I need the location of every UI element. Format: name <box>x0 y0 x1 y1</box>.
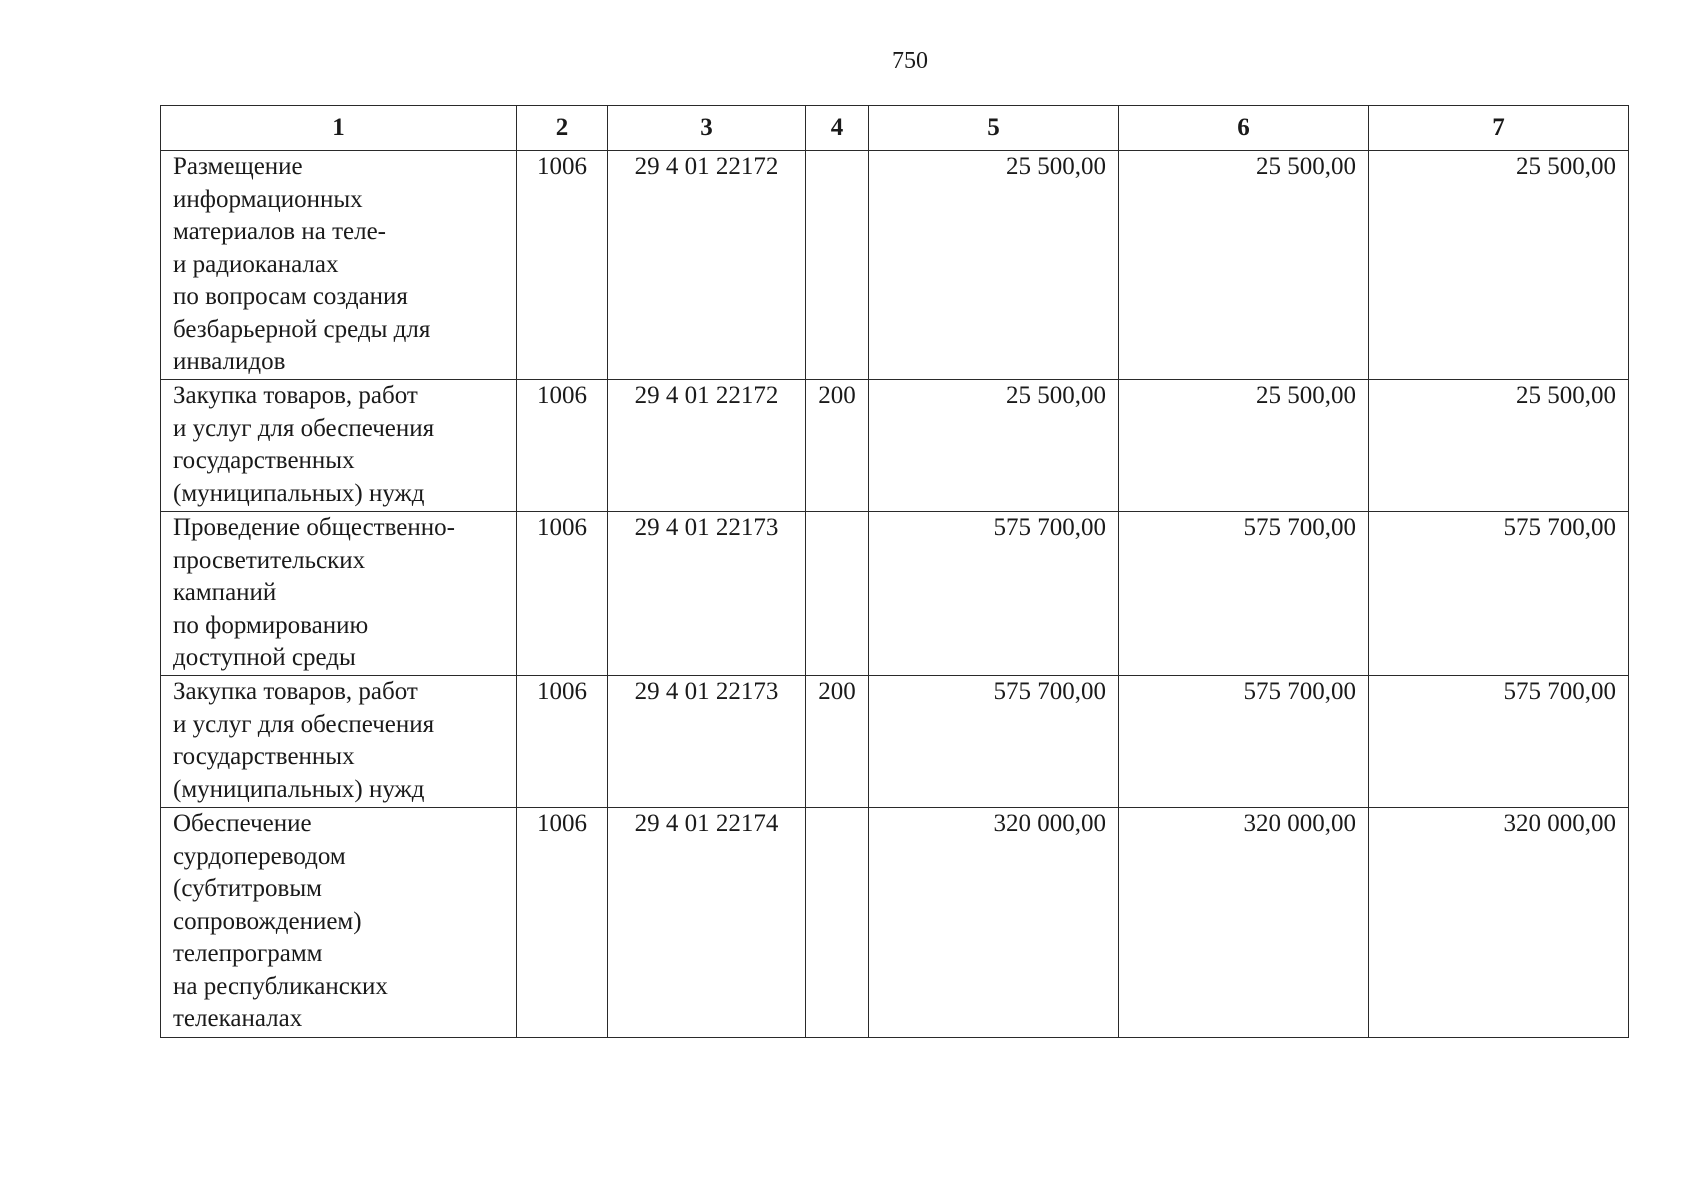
row-target-article: 29 4 01 22172 <box>608 380 806 512</box>
row-amount-col5: 575 700,00 <box>869 676 1119 808</box>
row-target-article: 29 4 01 22174 <box>608 808 806 1038</box>
header-col-4: 4 <box>806 106 869 151</box>
header-col-1: 1 <box>161 106 517 151</box>
row-amount-col7: 575 700,00 <box>1369 512 1629 676</box>
table-row <box>161 676 1629 808</box>
row-amount-col5: 25 500,00 <box>869 151 1119 380</box>
row-amount-col6: 25 500,00 <box>1119 380 1369 512</box>
header-row <box>161 106 1629 151</box>
row-expense-type <box>806 808 869 1038</box>
row-amount-col7: 320 000,00 <box>1369 808 1629 1038</box>
row-target-article: 29 4 01 22172 <box>608 151 806 380</box>
row-amount-col5: 25 500,00 <box>869 380 1119 512</box>
page-number: 750 <box>892 48 928 74</box>
header-col-3: 3 <box>608 106 806 151</box>
row-expense-type: 200 <box>806 380 869 512</box>
row-section-code: 1006 <box>517 676 608 808</box>
row-name: Проведение общественно- просветительских кампаний по формированию доступной среды <box>161 512 517 676</box>
row-target-article: 29 4 01 22173 <box>608 512 806 676</box>
row-amount-col5: 575 700,00 <box>869 512 1119 676</box>
row-name: Закупка товаров, работ и услуг для обеспечения государственных (муниципальных) нужд <box>161 380 517 512</box>
row-amount-col6: 575 700,00 <box>1119 676 1369 808</box>
budget-table <box>160 105 1629 1038</box>
table-row <box>161 151 1629 380</box>
header-col-5: 5 <box>869 106 1119 151</box>
row-name: Обеспечение сурдопереводом (субтитровым сопровождением) телепрограмм на республиканских телеканалах <box>161 808 517 1038</box>
row-target-article: 29 4 01 22173 <box>608 676 806 808</box>
row-amount-col6: 25 500,00 <box>1119 151 1369 380</box>
row-name: Размещение информационных материалов на теле- и радиоканалах по вопросам создания безбарьерной среды для инвалидов <box>161 151 517 380</box>
table-row <box>161 512 1629 676</box>
header-col-2: 2 <box>517 106 608 151</box>
row-section-code: 1006 <box>517 151 608 380</box>
header-col-6: 6 <box>1119 106 1369 151</box>
header-col-7: 7 <box>1369 106 1629 151</box>
row-expense-type <box>806 512 869 676</box>
row-amount-col5: 320 000,00 <box>869 808 1119 1038</box>
row-expense-type <box>806 151 869 380</box>
table-row <box>161 380 1629 512</box>
row-amount-col7: 25 500,00 <box>1369 151 1629 380</box>
row-section-code: 1006 <box>517 380 608 512</box>
row-amount-col6: 320 000,00 <box>1119 808 1369 1038</box>
row-amount-col6: 575 700,00 <box>1119 512 1369 676</box>
row-expense-type: 200 <box>806 676 869 808</box>
table-row <box>161 808 1629 1038</box>
row-amount-col7: 25 500,00 <box>1369 380 1629 512</box>
row-section-code: 1006 <box>517 512 608 676</box>
row-section-code: 1006 <box>517 808 608 1038</box>
row-amount-col7: 575 700,00 <box>1369 676 1629 808</box>
row-name: Закупка товаров, работ и услуг для обеспечения государственных (муниципальных) нужд <box>161 676 517 808</box>
